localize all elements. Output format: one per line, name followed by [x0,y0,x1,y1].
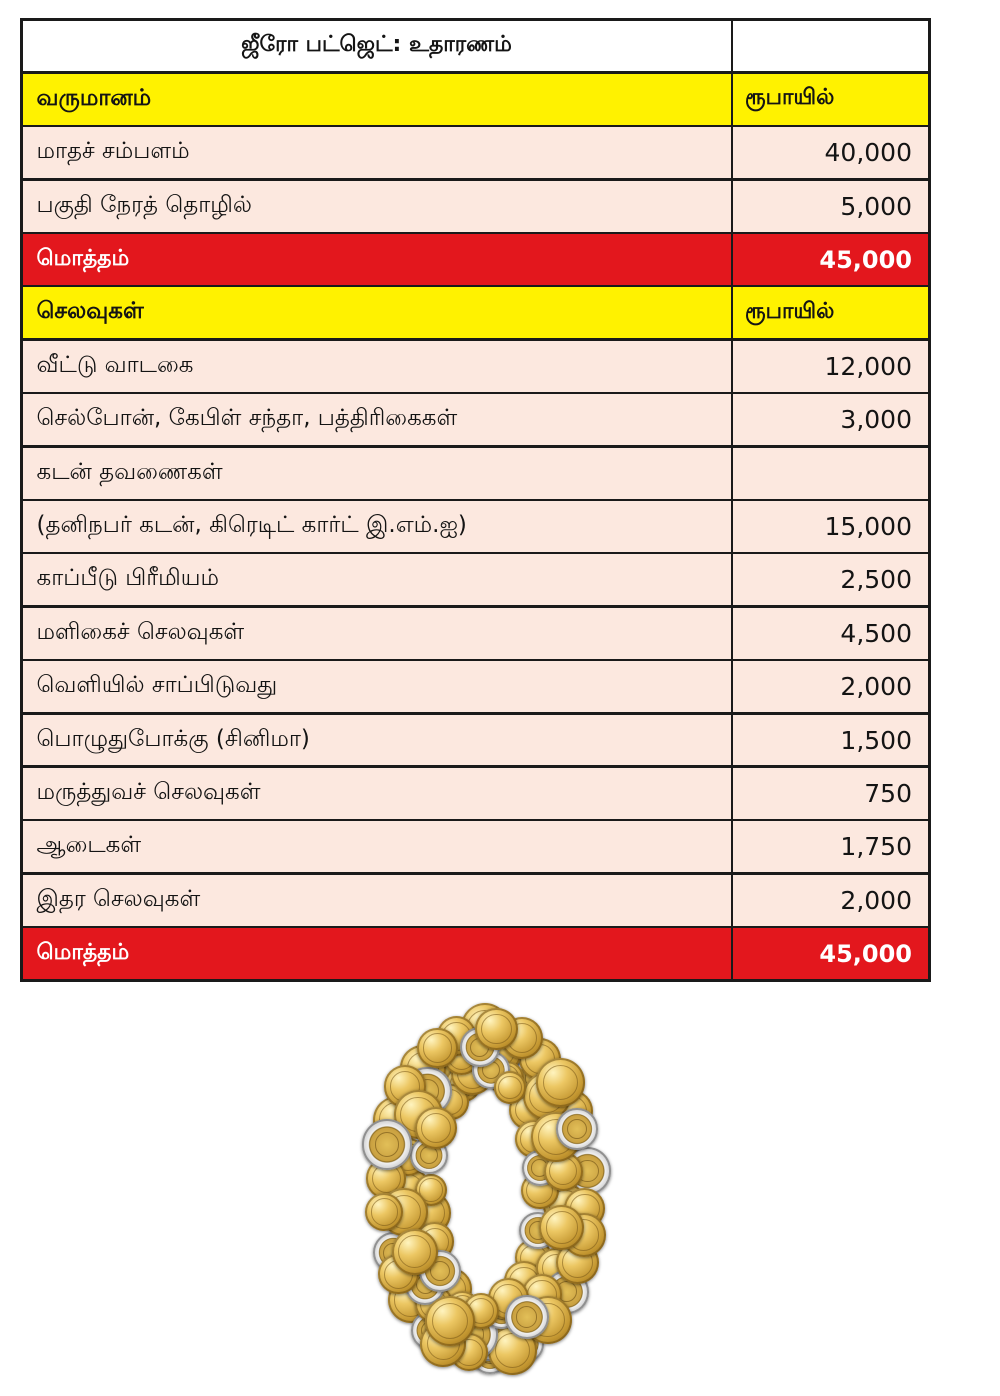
coin [539,1205,584,1250]
expense-row-amount: 1,750 [733,821,928,872]
expense-row-amount: 2,000 [733,661,928,712]
income-row-label: மாதச் சம்பளம் [23,127,731,178]
expense-row-label: செல்போன், கேபிள் சந்தா, பத்திரிகைகள் [23,394,731,445]
income-row-amount: 5,000 [733,181,928,232]
expense-row-amount: 3,000 [733,394,928,445]
expenses-header: செலவுகள் [23,287,731,338]
expense-row-amount: 12,000 [733,341,928,392]
coin [362,1119,412,1169]
expense-row-label: மளிகைச் செலவுகள் [23,608,731,659]
income-row-label: பகுதி நேரத் தொழில் [23,181,731,232]
income-total-amount: 45,000 [733,234,928,285]
income-total-label: மொத்தம் [23,234,731,285]
coin [475,1008,517,1050]
expenses-total-label: மொத்தம் [23,928,731,979]
expense-row-label: கடன் தவணைகள் [23,448,731,499]
expense-row-label: பொழுதுபோக்கு (சினிமா) [23,715,731,766]
coin [556,1108,597,1149]
income-header: வருமானம் [23,74,731,125]
expense-row-label: வீட்டு வாடகை [23,341,731,392]
expense-row-label: காப்பீடு பிரீமியம் [23,554,731,605]
income-row-amount: 40,000 [733,127,928,178]
coin-zero-image [355,1003,615,1383]
expense-row-label: ஆடைகள் [23,821,731,872]
table-title-blank [733,21,928,72]
expense-row-amount: 15,000 [733,501,928,552]
expense-row-amount: 2,000 [733,875,928,926]
zero-budget-table [20,18,931,982]
expense-row-label: வெளியில் சாப்பிடுவது [23,661,731,712]
expense-row-amount: 1,500 [733,715,928,766]
expense-row-amount: 750 [733,768,928,819]
table-title: ஜீரோ பட்ஜெட்: உதாரணம் [23,21,731,72]
expense-row-amount: 4,500 [733,608,928,659]
expense-row-label: மருத்துவச் செலவுகள் [23,768,731,819]
expense-row-label: (தனிநபர் கடன், கிரெடிட் கார்ட் இ.எம்.ஐ) [23,501,731,552]
income-unit-header: ரூபாயில் [733,74,928,125]
coin [505,1295,549,1339]
coin [417,1028,458,1069]
coin [415,1107,458,1150]
coin [392,1229,438,1275]
expense-row-label: இதர செலவுகள் [23,875,731,926]
expense-row-amount-blank [733,448,928,499]
expenses-unit-header: ரூபாயில் [733,287,928,338]
expense-row-amount: 2,500 [733,554,928,605]
expenses-total-amount: 45,000 [733,928,928,979]
coin [536,1058,585,1107]
